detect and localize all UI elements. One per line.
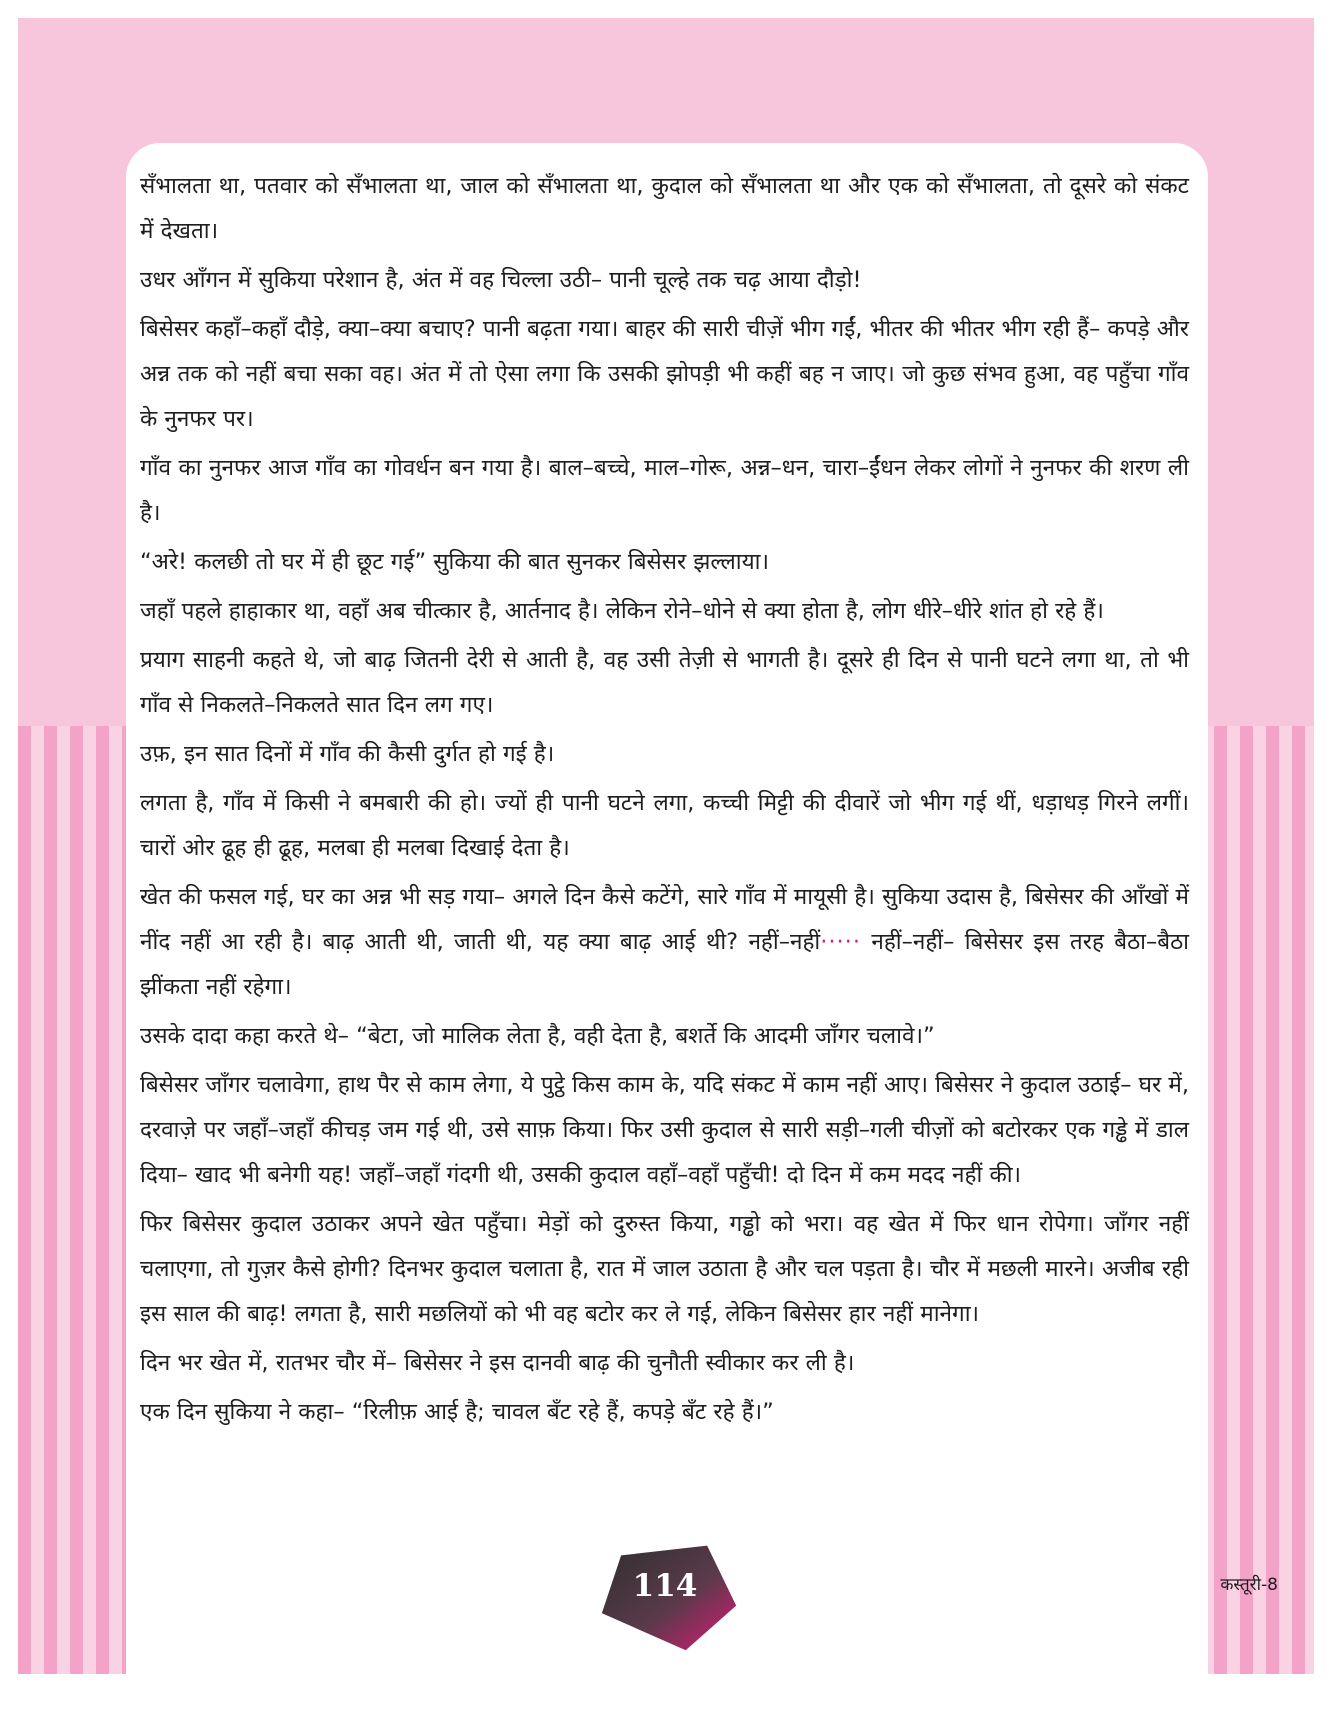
paragraph-6: जहाँ पहले हाहाकार था, वहाँ अब चीत्कार है, आर्तनाद है। लेकिन रोने–धोने से क्या होता है, लोग धीरे–धीरे शांत हो रहे हैं। (140, 598, 1104, 624)
paragraph-11: उसके दादा कहा करते थे– “बेटा, जो मालिक लेता है, वही देता है, बशर्ते कि आदमी जाँगर चलावे।” (140, 1023, 935, 1049)
paragraph-10-text-a: खेत की फसल गई, घर का अन्न भी सड़ गया– अगले दिन कैसे कटेंगे, सारे गाँव में मायूसी है। सुकिया उदास है, बिसेसर की आँखों में नींद नहीं आ रही है। बाढ़ आती थी, जाती थी, यह क्या बाढ़ आई थी? नहीं–नहीं (140, 884, 1189, 955)
paragraph-3: बिसेसर कहाँ–कहाँ दौड़े, क्या–क्या बचाए? पानी बढ़ता गया। बाहर की सारी चीज़ें भीग गईं, भीतर की भीतर भीग रही हैं– कपड़े और अन्न तक को नहीं बचा सका वह। अंत में तो ऐसा लगा कि उसकी झोपड़ी भी कहीं बह न जाए। जो कुछ संभव हुआ, वह पहुँचा गाँव के नुनफर पर। (140, 316, 1189, 432)
paragraph-2: उधर आँगन में सुकिया परेशान है, अंत में वह चिल्ला उठी– पानी चूल्हे तक चढ़ आया दौड़ो! (140, 267, 862, 293)
paragraph-10 (140, 875, 1189, 1010)
paragraph-4: गाँव का नुनफर आज गाँव का गोवर्धन बन गया है। बाल–बच्चे, माल–गोरू, अन्न–धन, चारा–ईंधन लेकर लोगों ने नुनफर की शरण ली है। (140, 455, 1189, 526)
paragraph-7: प्रयाग साहनी कहते थे, जो बाढ़ जितनी देरी से आती है, वह उसी तेज़ी से भागती है। दूसरे ही दिन से पानी घटने लगा था, तो भी गाँव से निकलते–निकलते सात दिन लग गए। (140, 647, 1189, 718)
paragraph-10-text-b: नहीं–नहीं– बिसेसर इस तरह बैठा–बैठा झींकता नहीं रहेगा। (140, 929, 1189, 1000)
paragraph-12: बिसेसर जाँगर चलावेगा, हाथ पैर से काम लेगा, ये पुट्ठे किस काम के, यदि संकट में काम नहीं आए। बिसेसर ने कुदाल उठाई– घर में, दरवाज़े पर जहाँ–जहाँ कीचड़ जम गई थी, उसे साफ़ किया। फिर उसी कुदाल से सारी सड़ी–गली चीज़ों को बटोरकर एक गड्ढे में डाल दिया– खाद भी बनेगी यह! जहाँ–जहाँ गंदगी थी, उसकी कुदाल वहाँ–वहाँ पहुँची! दो दिन में कम मदद नहीं की। (140, 1072, 1189, 1188)
paragraph-1: सँभालता था, पतवार को सँभालता था, जाल को सँभालता था, कुदाल को सँभालता था और एक को सँभालता, तो दूसरे को संकट में देखता। (140, 173, 1189, 244)
content-panel (126, 143, 1208, 1721)
paragraph-8: उफ़, इन सात दिनों में गाँव की कैसी दुर्गत हो गई है। (140, 741, 555, 767)
paragraph-13: फिर बिसेसर कुदाल उठाकर अपने खेत पहुँचा। मेड़ों को दुरुस्त किया, गड्ढो को भरा। वह खेत में फिर धान रोपेगा। जाँगर नहीं चलाएगा, तो गुज़र कैसे होगी? दिनभर कुदाल चलाता है, रात में जाल उठाता है और चल पड़ता है। चौर में मछली मारने। अजीब रही इस साल की बाढ़! लगता है, सारी मछलियों को भी वह बटोर कर ले गई, लेकिन बिसेसर हार नहीं मानेगा। (140, 1211, 1189, 1327)
ellipsis-dots: ····· (820, 929, 861, 955)
book-label: कस्तूरी-8 (1220, 1575, 1278, 1595)
paragraph-9: लगता है, गाँव में किसी ने बमबारी की हो। ज्यों ही पानी घटने लगा, कच्ची मिट्टी की दीवारें जो भीग गई थीं, धड़ाधड़ गिरने लगीं। चारों ओर ढूह ही ढूह, मलबा ही मलबा दिखाई देता है। (140, 790, 1189, 861)
paragraph-15: एक दिन सुकिया ने कहा– “रिलीफ़ आई है; चावल बँट रहे हैं, कपड़े बँट रहे हैं।” (140, 1399, 774, 1425)
paragraph-14: दिन भर खेत में, रातभर चौर में– बिसेसर ने इस दानवी बाढ़ की चुनौती स्वीकार कर ली है। (140, 1350, 855, 1376)
page-number: 114 (632, 1568, 698, 1604)
paragraph-5: “अरे! कलछी तो घर में ही छूट गई” सुकिया की बात सुनकर बिसेसर झल्लाया। (140, 549, 769, 575)
